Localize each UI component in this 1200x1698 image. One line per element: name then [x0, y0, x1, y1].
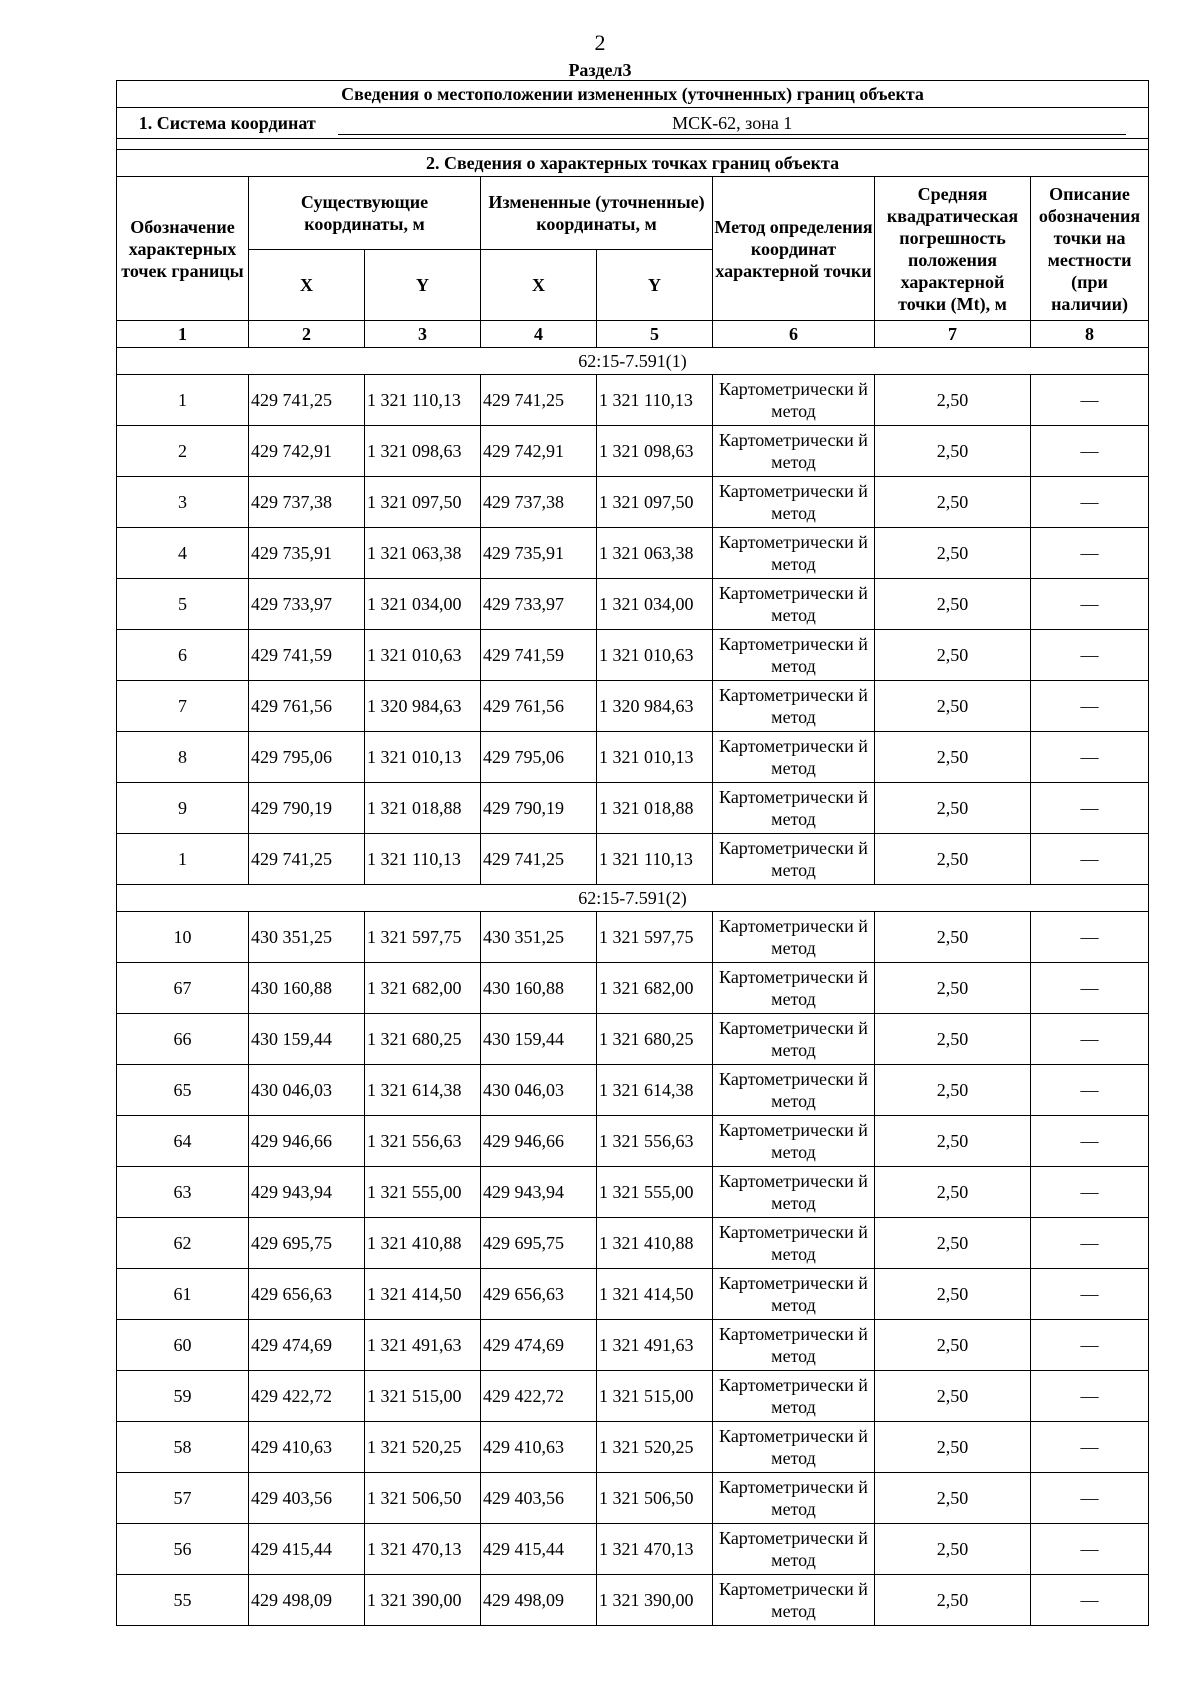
error-cell: 2,50 [875, 1473, 1031, 1524]
point-number-cell: 6 [117, 630, 249, 681]
error-cell: 2,50 [875, 732, 1031, 783]
existing-y-cell: 1 321 414,50 [365, 1269, 481, 1320]
changed-y-cell: 1 321 491,63 [597, 1320, 713, 1371]
changed-x-cell: 429 742,91 [481, 426, 597, 477]
existing-y-cell: 1 321 410,88 [365, 1218, 481, 1269]
error-cell: 2,50 [875, 1524, 1031, 1575]
changed-y-cell: 1 321 063,38 [597, 528, 713, 579]
description-cell: — [1031, 732, 1149, 783]
table-row [117, 963, 1149, 1014]
table-row [117, 1473, 1149, 1524]
coordinate-system-value: МСК-62, зона 1 [338, 112, 1126, 135]
existing-y-cell: 1 321 063,38 [365, 528, 481, 579]
point-number-cell: 3 [117, 477, 249, 528]
method-cell: Картометрически й метод [713, 834, 875, 885]
header-existing-y: Y [365, 250, 481, 321]
existing-x-cell: 429 741,25 [249, 375, 365, 426]
header-method: Метод определения координат характерной точки [713, 177, 875, 321]
changed-x-cell: 429 403,56 [481, 1473, 597, 1524]
existing-x-cell: 430 351,25 [249, 912, 365, 963]
description-cell: — [1031, 1575, 1149, 1626]
changed-y-cell: 1 321 098,63 [597, 426, 713, 477]
table-row [117, 912, 1149, 963]
changed-y-cell: 1 320 984,63 [597, 681, 713, 732]
point-number-cell: 60 [117, 1320, 249, 1371]
changed-y-cell: 1 321 515,00 [597, 1371, 713, 1422]
point-number-cell: 1 [117, 834, 249, 885]
header-existing-x: X [249, 250, 365, 321]
existing-x-cell: 429 795,06 [249, 732, 365, 783]
table-row [117, 1269, 1149, 1320]
changed-y-cell: 1 321 410,88 [597, 1218, 713, 1269]
column-number: 2 [249, 321, 365, 348]
changed-y-cell: 1 321 110,13 [597, 375, 713, 426]
existing-x-cell: 429 741,59 [249, 630, 365, 681]
changed-y-cell: 1 321 110,13 [597, 834, 713, 885]
changed-y-cell: 1 321 597,75 [597, 912, 713, 963]
method-cell: Картометрически й метод [713, 1269, 875, 1320]
existing-x-cell: 429 403,56 [249, 1473, 365, 1524]
existing-x-cell: 429 415,44 [249, 1524, 365, 1575]
existing-x-cell: 430 159,44 [249, 1014, 365, 1065]
column-number: 3 [365, 321, 481, 348]
changed-x-cell: 429 733,97 [481, 579, 597, 630]
point-number-cell: 61 [117, 1269, 249, 1320]
header-changed-coords: Измененные (уточненные) координаты, м [481, 177, 713, 250]
table-row [117, 1320, 1149, 1371]
existing-x-cell: 429 741,25 [249, 834, 365, 885]
existing-x-cell: 429 474,69 [249, 1320, 365, 1371]
changed-y-cell: 1 321 614,38 [597, 1065, 713, 1116]
changed-x-cell: 429 735,91 [481, 528, 597, 579]
description-cell: — [1031, 783, 1149, 834]
changed-y-cell: 1 321 680,25 [597, 1014, 713, 1065]
column-number: 7 [875, 321, 1031, 348]
changed-y-cell: 1 321 018,88 [597, 783, 713, 834]
error-cell: 2,50 [875, 783, 1031, 834]
changed-x-cell: 430 160,88 [481, 963, 597, 1014]
existing-y-cell: 1 321 520,25 [365, 1422, 481, 1473]
column-number: 6 [713, 321, 875, 348]
error-cell: 2,50 [875, 528, 1031, 579]
method-cell: Картометрически й метод [713, 477, 875, 528]
method-cell: Картометрически й метод [713, 1473, 875, 1524]
changed-y-cell: 1 321 682,00 [597, 963, 713, 1014]
point-number-cell: 66 [117, 1014, 249, 1065]
column-number: 4 [481, 321, 597, 348]
page-number: 2 [594, 30, 606, 55]
header-error: Средняя квадратическая погрешность положения характерной точки (Mt), м [875, 177, 1031, 321]
description-cell: — [1031, 1371, 1149, 1422]
description-cell: — [1031, 681, 1149, 732]
table-row [117, 579, 1149, 630]
error-cell: 2,50 [875, 1320, 1031, 1371]
existing-x-cell: 429 733,97 [249, 579, 365, 630]
existing-y-cell: 1 321 491,63 [365, 1320, 481, 1371]
existing-y-cell: 1 321 010,63 [365, 630, 481, 681]
point-number-cell: 64 [117, 1116, 249, 1167]
changed-x-cell: 429 410,63 [481, 1422, 597, 1473]
table-row [117, 426, 1149, 477]
method-cell: Картометрически й метод [713, 426, 875, 477]
method-cell: Картометрически й метод [713, 963, 875, 1014]
existing-x-cell: 430 046,03 [249, 1065, 365, 1116]
table-row [117, 681, 1149, 732]
description-cell: — [1031, 1422, 1149, 1473]
boundary-points-table [116, 80, 1149, 1626]
existing-x-cell: 429 695,75 [249, 1218, 365, 1269]
subsection-title: 2. Сведения о характерных точках границ объекта [117, 150, 1149, 177]
existing-y-cell: 1 321 097,50 [365, 477, 481, 528]
changed-x-cell: 430 159,44 [481, 1014, 597, 1065]
description-cell: — [1031, 912, 1149, 963]
point-number-cell: 65 [117, 1065, 249, 1116]
column-number: 8 [1031, 321, 1149, 348]
table-row [117, 630, 1149, 681]
point-number-cell: 63 [117, 1167, 249, 1218]
existing-x-cell: 429 943,94 [249, 1167, 365, 1218]
existing-y-cell: 1 321 098,63 [365, 426, 481, 477]
table-row [117, 732, 1149, 783]
description-cell: — [1031, 1218, 1149, 1269]
error-cell: 2,50 [875, 579, 1031, 630]
changed-x-cell: 429 761,56 [481, 681, 597, 732]
method-cell: Картометрически й метод [713, 1014, 875, 1065]
existing-x-cell: 429 422,72 [249, 1371, 365, 1422]
description-cell: — [1031, 834, 1149, 885]
changed-x-cell: 430 351,25 [481, 912, 597, 963]
point-number-cell: 1 [117, 375, 249, 426]
column-number: 5 [597, 321, 713, 348]
method-cell: Картометрически й метод [713, 783, 875, 834]
existing-y-cell: 1 321 597,75 [365, 912, 481, 963]
point-number-cell: 55 [117, 1575, 249, 1626]
group-name: 62:15-7.591(1) [117, 348, 1149, 375]
table-row [117, 834, 1149, 885]
table-row [117, 1371, 1149, 1422]
method-cell: Картометрически й метод [713, 375, 875, 426]
table-row [117, 1065, 1149, 1116]
changed-y-cell: 1 321 097,50 [597, 477, 713, 528]
changed-x-cell: 429 474,69 [481, 1320, 597, 1371]
error-cell: 2,50 [875, 1167, 1031, 1218]
table-title: Сведения о местоположении измененных (уточненных) границ объекта [117, 81, 1149, 108]
spacer-cell [117, 139, 1149, 150]
changed-x-cell: 430 046,03 [481, 1065, 597, 1116]
description-cell: — [1031, 1065, 1149, 1116]
error-cell: 2,50 [875, 912, 1031, 963]
error-cell: 2,50 [875, 1575, 1031, 1626]
error-cell: 2,50 [875, 1218, 1031, 1269]
changed-x-cell: 429 695,75 [481, 1218, 597, 1269]
error-cell: 2,50 [875, 375, 1031, 426]
changed-y-cell: 1 321 555,00 [597, 1167, 713, 1218]
point-number-cell: 9 [117, 783, 249, 834]
error-cell: 2,50 [875, 630, 1031, 681]
error-cell: 2,50 [875, 1269, 1031, 1320]
table-row [117, 1116, 1149, 1167]
method-cell: Картометрически й метод [713, 579, 875, 630]
header-changed-x: X [481, 250, 597, 321]
error-cell: 2,50 [875, 426, 1031, 477]
method-cell: Картометрически й метод [713, 1218, 875, 1269]
table-row [117, 528, 1149, 579]
description-cell: — [1031, 1116, 1149, 1167]
existing-y-cell: 1 321 010,13 [365, 732, 481, 783]
changed-y-cell: 1 321 556,63 [597, 1116, 713, 1167]
header-existing-coords: Существующие координаты, м [249, 177, 481, 250]
table-row [117, 1422, 1149, 1473]
changed-x-cell: 429 790,19 [481, 783, 597, 834]
description-cell: — [1031, 477, 1149, 528]
group-header-row [117, 885, 1149, 912]
method-cell: Картометрически й метод [713, 1524, 875, 1575]
existing-y-cell: 1 321 614,38 [365, 1065, 481, 1116]
method-cell: Картометрически й метод [713, 1320, 875, 1371]
table-row [117, 477, 1149, 528]
existing-x-cell: 429 761,56 [249, 681, 365, 732]
point-number-cell: 58 [117, 1422, 249, 1473]
error-cell: 2,50 [875, 1065, 1031, 1116]
point-number-cell: 56 [117, 1524, 249, 1575]
description-cell: — [1031, 963, 1149, 1014]
table-row [117, 1575, 1149, 1626]
description-cell: — [1031, 1014, 1149, 1065]
table-row [117, 1218, 1149, 1269]
changed-x-cell: 429 656,63 [481, 1269, 597, 1320]
existing-x-cell: 429 656,63 [249, 1269, 365, 1320]
section-title: Раздел3 [568, 60, 632, 80]
point-number-cell: 10 [117, 912, 249, 963]
existing-y-cell: 1 321 390,00 [365, 1575, 481, 1626]
description-cell: — [1031, 579, 1149, 630]
error-cell: 2,50 [875, 1116, 1031, 1167]
description-cell: — [1031, 1473, 1149, 1524]
description-cell: — [1031, 528, 1149, 579]
existing-y-cell: 1 321 682,00 [365, 963, 481, 1014]
method-cell: Картометрически й метод [713, 912, 875, 963]
error-cell: 2,50 [875, 1422, 1031, 1473]
error-cell: 2,50 [875, 477, 1031, 528]
changed-x-cell: 429 741,25 [481, 834, 597, 885]
changed-y-cell: 1 321 034,00 [597, 579, 713, 630]
point-number-cell: 2 [117, 426, 249, 477]
changed-y-cell: 1 321 520,25 [597, 1422, 713, 1473]
table-row [117, 1014, 1149, 1065]
group-header-row [117, 348, 1149, 375]
changed-x-cell: 429 741,59 [481, 630, 597, 681]
existing-y-cell: 1 321 555,00 [365, 1167, 481, 1218]
existing-x-cell: 430 160,88 [249, 963, 365, 1014]
description-cell: — [1031, 1167, 1149, 1218]
changed-x-cell: 429 498,09 [481, 1575, 597, 1626]
changed-y-cell: 1 321 414,50 [597, 1269, 713, 1320]
changed-x-cell: 429 946,66 [481, 1116, 597, 1167]
description-cell: — [1031, 1269, 1149, 1320]
description-cell: — [1031, 630, 1149, 681]
existing-x-cell: 429 737,38 [249, 477, 365, 528]
method-cell: Картометрически й метод [713, 1065, 875, 1116]
changed-y-cell: 1 321 010,13 [597, 732, 713, 783]
method-cell: Картометрически й метод [713, 528, 875, 579]
error-cell: 2,50 [875, 963, 1031, 1014]
existing-y-cell: 1 321 515,00 [365, 1371, 481, 1422]
group-name: 62:15-7.591(2) [117, 885, 1149, 912]
header-changed-y: Y [597, 250, 713, 321]
changed-y-cell: 1 321 470,13 [597, 1524, 713, 1575]
existing-y-cell: 1 320 984,63 [365, 681, 481, 732]
changed-x-cell: 429 741,25 [481, 375, 597, 426]
changed-x-cell: 429 737,38 [481, 477, 597, 528]
error-cell: 2,50 [875, 834, 1031, 885]
header-description: Описание обозначения точки на местности (при наличии) [1031, 177, 1149, 321]
error-cell: 2,50 [875, 1014, 1031, 1065]
error-cell: 2,50 [875, 1371, 1031, 1422]
method-cell: Картометрически й метод [713, 1371, 875, 1422]
header-point-designation: Обозначение характерных точек границы [117, 177, 249, 321]
existing-y-cell: 1 321 680,25 [365, 1014, 481, 1065]
existing-x-cell: 429 498,09 [249, 1575, 365, 1626]
point-number-cell: 62 [117, 1218, 249, 1269]
point-number-cell: 59 [117, 1371, 249, 1422]
method-cell: Картометрически й метод [713, 1575, 875, 1626]
existing-x-cell: 429 790,19 [249, 783, 365, 834]
method-cell: Картометрически й метод [713, 1116, 875, 1167]
existing-y-cell: 1 321 556,63 [365, 1116, 481, 1167]
existing-x-cell: 429 735,91 [249, 528, 365, 579]
table-row [117, 1524, 1149, 1575]
description-cell: — [1031, 426, 1149, 477]
point-number-cell: 4 [117, 528, 249, 579]
existing-y-cell: 1 321 110,13 [365, 375, 481, 426]
changed-y-cell: 1 321 506,50 [597, 1473, 713, 1524]
existing-y-cell: 1 321 506,50 [365, 1473, 481, 1524]
existing-x-cell: 429 742,91 [249, 426, 365, 477]
point-number-cell: 8 [117, 732, 249, 783]
point-number-cell: 7 [117, 681, 249, 732]
existing-y-cell: 1 321 034,00 [365, 579, 481, 630]
error-cell: 2,50 [875, 681, 1031, 732]
description-cell: — [1031, 375, 1149, 426]
changed-x-cell: 429 943,94 [481, 1167, 597, 1218]
description-cell: — [1031, 1524, 1149, 1575]
existing-y-cell: 1 321 018,88 [365, 783, 481, 834]
changed-x-cell: 429 422,72 [481, 1371, 597, 1422]
coordinate-system-row [117, 108, 1149, 139]
description-cell: — [1031, 1320, 1149, 1371]
method-cell: Картометрически й метод [713, 630, 875, 681]
changed-x-cell: 429 795,06 [481, 732, 597, 783]
changed-x-cell: 429 415,44 [481, 1524, 597, 1575]
method-cell: Картометрически й метод [713, 681, 875, 732]
changed-y-cell: 1 321 390,00 [597, 1575, 713, 1626]
existing-x-cell: 429 410,63 [249, 1422, 365, 1473]
table-row [117, 375, 1149, 426]
existing-y-cell: 1 321 110,13 [365, 834, 481, 885]
table-row [117, 1167, 1149, 1218]
coordinate-system-label: 1. Система координат [138, 112, 316, 133]
point-number-cell: 5 [117, 579, 249, 630]
point-number-cell: 57 [117, 1473, 249, 1524]
method-cell: Картометрически й метод [713, 1167, 875, 1218]
column-number: 1 [117, 321, 249, 348]
existing-y-cell: 1 321 470,13 [365, 1524, 481, 1575]
point-number-cell: 67 [117, 963, 249, 1014]
method-cell: Картометрически й метод [713, 1422, 875, 1473]
changed-y-cell: 1 321 010,63 [597, 630, 713, 681]
method-cell: Картометрически й метод [713, 732, 875, 783]
table-row [117, 783, 1149, 834]
existing-x-cell: 429 946,66 [249, 1116, 365, 1167]
